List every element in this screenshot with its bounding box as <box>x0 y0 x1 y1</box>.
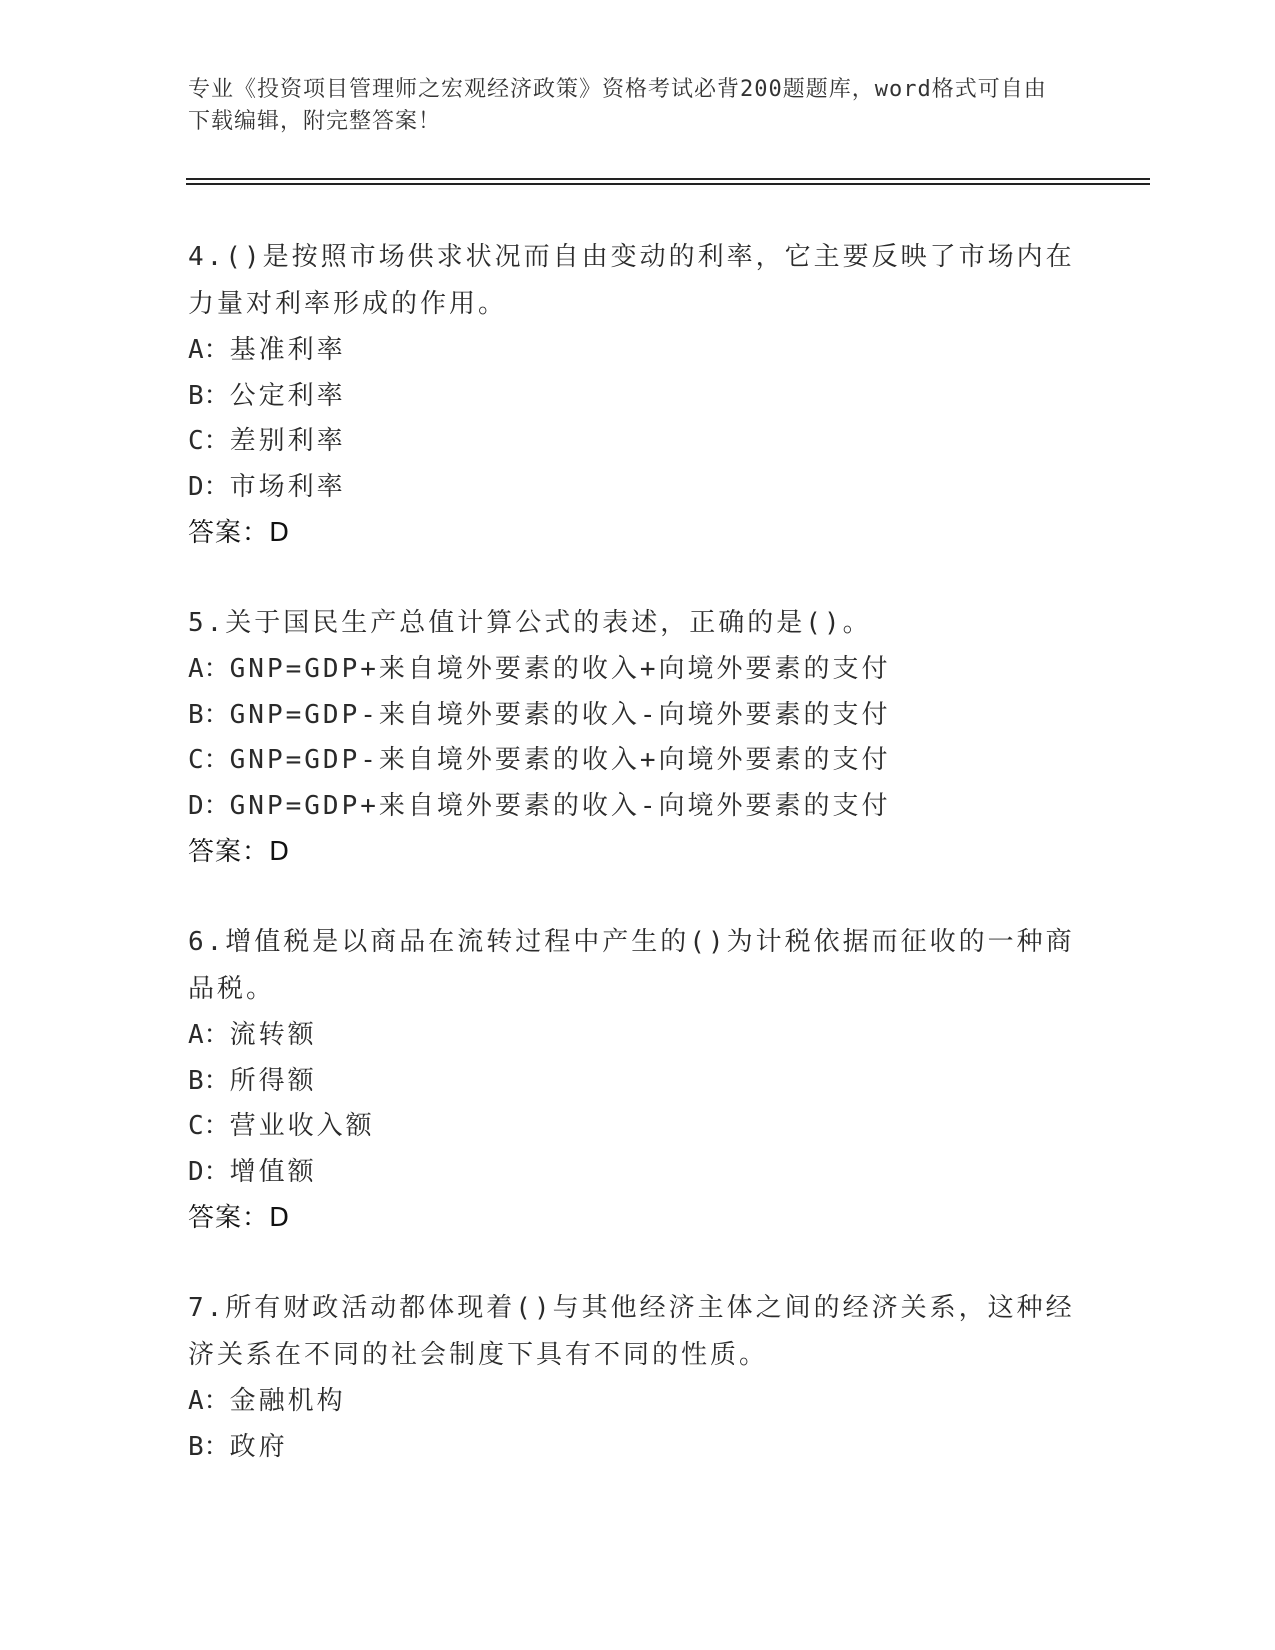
option-c <box>188 738 1088 784</box>
question-7 <box>188 1285 1088 1470</box>
option-text: GNP=GDP+来自境外要素的收入+向境外要素的支付 <box>229 654 891 684</box>
document-header: 专业《投资项目管理师之宏观经济政策》资格考试必背200题题库，word格式可自由下载编辑，附完整答案！ <box>188 77 1047 134</box>
option-letter: B： <box>188 699 230 730</box>
option-text: 营业收入额 <box>229 1111 375 1141</box>
option-letter: B： <box>188 1065 230 1096</box>
option-letter: D： <box>188 790 230 821</box>
answer-line: 答案：D <box>188 837 291 867</box>
option-c <box>188 1104 1088 1150</box>
option-letter: D： <box>188 471 230 502</box>
question-text: 4.()是按照市场供求状况而自由变动的利率，它主要反映了市场内在力量对利率形成的作用。 <box>188 242 1075 319</box>
option-letter: A： <box>188 1386 230 1416</box>
option-text: GNP=GDP-来自境外要素的收入-向境外要素的支付 <box>229 699 891 730</box>
option-text: 市场利率 <box>229 471 346 502</box>
option-letter: C： <box>188 745 230 775</box>
option-letter: A： <box>188 335 230 365</box>
option-a <box>188 647 1088 693</box>
option-text: 增值额 <box>229 1156 317 1187</box>
option-letter: A： <box>188 1020 230 1050</box>
option-b <box>188 1425 1088 1471</box>
option-text: 差别利率 <box>229 426 346 456</box>
option-a <box>188 328 1088 374</box>
question-text: 6.增值税是以商品在流转过程中产生的()为计税依据而征收的一种商品税。 <box>188 927 1075 1004</box>
option-letter: B： <box>188 380 230 411</box>
question-text: 7.所有财政活动都体现着()与其他经济主体之间的经济关系，这种经济关系在不同的社会制度下具有不同的性质。 <box>188 1293 1075 1370</box>
option-letter: B： <box>188 1431 230 1462</box>
question-4 <box>188 234 1088 556</box>
option-b <box>188 1059 1088 1105</box>
option-letter: A： <box>188 654 230 684</box>
option-d <box>188 784 1088 830</box>
header-rule-bottom <box>186 183 1150 185</box>
option-text: 基准利率 <box>229 335 346 365</box>
option-text: 公定利率 <box>229 380 346 411</box>
option-text: GNP=GDP+来自境外要素的收入-向境外要素的支付 <box>229 790 891 821</box>
option-b <box>188 374 1088 420</box>
option-text: 流转额 <box>229 1020 317 1050</box>
option-a <box>188 1379 1088 1425</box>
answer-line: 答案：D <box>188 1203 291 1233</box>
header-rule-top <box>186 178 1150 180</box>
option-letter: C： <box>188 426 230 456</box>
option-c <box>188 419 1088 465</box>
option-text: 金融机构 <box>229 1386 346 1416</box>
option-text: 政府 <box>229 1431 288 1462</box>
answer-line: 答案：D <box>188 518 291 548</box>
option-letter: C： <box>188 1111 230 1141</box>
option-a <box>188 1013 1088 1059</box>
option-d <box>188 1150 1088 1196</box>
question-5 <box>188 600 1088 875</box>
question-list <box>188 234 1088 1514</box>
option-text: GNP=GDP-来自境外要素的收入+向境外要素的支付 <box>229 745 891 775</box>
question-6 <box>188 919 1088 1241</box>
option-text: 所得额 <box>229 1065 317 1096</box>
option-letter: D： <box>188 1156 230 1187</box>
option-b <box>188 693 1088 739</box>
option-d <box>188 465 1088 511</box>
question-text: 5.关于国民生产总值计算公式的表述，正确的是()。 <box>188 608 872 638</box>
